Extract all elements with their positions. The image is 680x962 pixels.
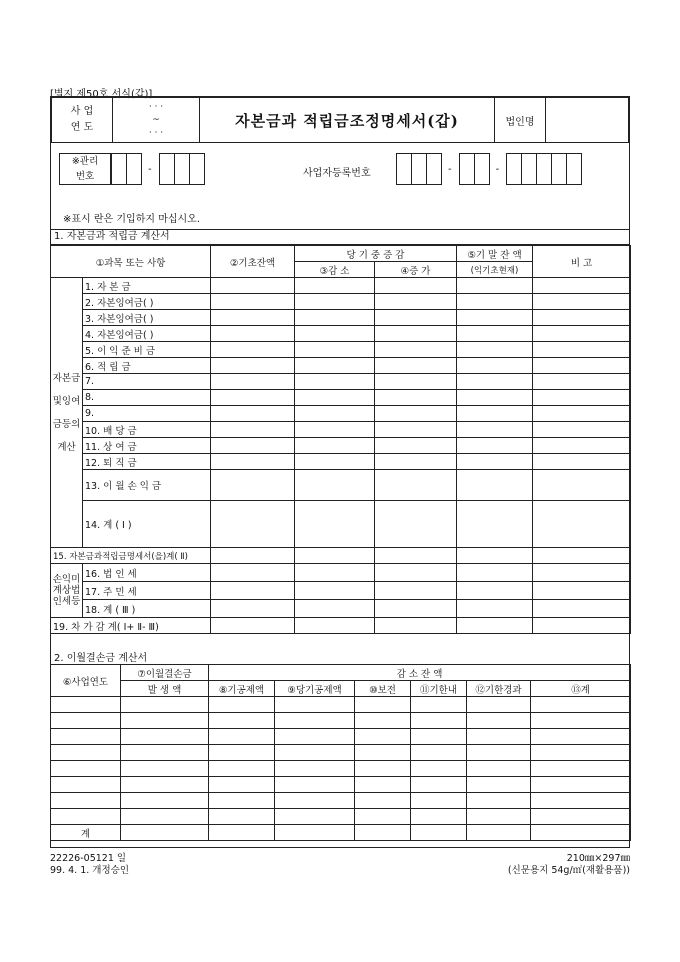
approval-date: 99. 4. 1. 개정승인 xyxy=(50,865,130,876)
cell[interactable] xyxy=(209,729,275,745)
cell[interactable] xyxy=(275,697,355,713)
cell[interactable] xyxy=(211,294,295,310)
col-11-header: ⑪기한내 xyxy=(411,681,467,697)
admin-section xyxy=(51,143,629,230)
row-label: 3. 자본잉여금( ) xyxy=(83,310,211,326)
biz-reg-box[interactable] xyxy=(536,153,552,185)
row-label: 11. 상 여 금 xyxy=(83,438,211,454)
row-label: 7. xyxy=(83,374,211,390)
cell[interactable] xyxy=(533,342,631,358)
cell[interactable] xyxy=(51,809,121,825)
cell[interactable] xyxy=(467,713,531,729)
section2-gap xyxy=(51,634,629,664)
col-8-header: ⑧기공제액 xyxy=(209,681,275,697)
cell[interactable] xyxy=(295,582,375,600)
cell[interactable] xyxy=(457,548,533,564)
cell[interactable] xyxy=(375,470,457,501)
cell[interactable] xyxy=(355,777,411,793)
cell[interactable] xyxy=(533,454,631,470)
cell[interactable] xyxy=(457,278,533,294)
col-end-header: ⑤기 말 잔 액 xyxy=(457,246,533,262)
cell[interactable] xyxy=(375,618,457,634)
cell[interactable] xyxy=(275,825,355,841)
biz-reg-box[interactable] xyxy=(566,153,582,185)
cell[interactable] xyxy=(211,582,295,600)
cell[interactable] xyxy=(209,809,275,825)
cell[interactable] xyxy=(457,438,533,454)
dash: - xyxy=(495,163,500,175)
cell[interactable] xyxy=(51,729,121,745)
cell[interactable] xyxy=(467,825,531,841)
cell[interactable] xyxy=(411,697,467,713)
cell[interactable] xyxy=(211,310,295,326)
cell[interactable] xyxy=(355,825,411,841)
cell[interactable] xyxy=(51,793,121,809)
cell[interactable] xyxy=(531,777,631,793)
cell[interactable] xyxy=(533,294,631,310)
cell[interactable] xyxy=(531,697,631,713)
cell[interactable] xyxy=(211,406,295,422)
cell[interactable] xyxy=(467,809,531,825)
cell[interactable] xyxy=(211,564,295,582)
cell[interactable] xyxy=(457,326,533,342)
cell[interactable] xyxy=(121,745,209,761)
cell[interactable] xyxy=(375,342,457,358)
row-label: 9. xyxy=(83,406,211,422)
cell[interactable] xyxy=(533,422,631,438)
col-end-sub-header: (익기초현재) xyxy=(457,262,533,278)
mgmt-box[interactable] xyxy=(111,153,127,185)
row-label: 2. 자본잉여금( ) xyxy=(83,294,211,310)
cell[interactable] xyxy=(355,793,411,809)
cell[interactable] xyxy=(211,600,295,618)
cell[interactable] xyxy=(295,358,375,374)
cell[interactable] xyxy=(467,761,531,777)
cell[interactable] xyxy=(209,761,275,777)
mgmt-box[interactable] xyxy=(174,153,190,185)
cell[interactable] xyxy=(375,564,457,582)
col-begin-header: ②기초잔액 xyxy=(211,246,295,278)
cell[interactable] xyxy=(457,358,533,374)
biz-reg-box[interactable] xyxy=(521,153,537,185)
mgmt-box[interactable] xyxy=(126,153,142,185)
cell[interactable] xyxy=(209,777,275,793)
cell[interactable] xyxy=(121,777,209,793)
cell[interactable] xyxy=(295,438,375,454)
cell[interactable] xyxy=(457,294,533,310)
cell[interactable] xyxy=(295,470,375,501)
cell[interactable] xyxy=(275,713,355,729)
cell[interactable] xyxy=(411,745,467,761)
cell[interactable] xyxy=(533,470,631,501)
row-label: 18. 계 ( Ⅲ ) xyxy=(83,600,211,618)
cell[interactable] xyxy=(355,809,411,825)
cell[interactable] xyxy=(211,548,295,564)
cell[interactable] xyxy=(375,600,457,618)
cell[interactable] xyxy=(411,713,467,729)
paper-spec: (신문용지 54g/㎡(재활용품)) xyxy=(507,865,630,876)
cell[interactable] xyxy=(211,501,295,548)
row-label: 16. 법 인 세 xyxy=(83,564,211,582)
cell[interactable] xyxy=(355,761,411,777)
cell[interactable] xyxy=(355,713,411,729)
cell[interactable] xyxy=(533,600,631,618)
cell[interactable] xyxy=(121,713,209,729)
cell[interactable] xyxy=(121,793,209,809)
cell[interactable] xyxy=(295,310,375,326)
form-frame xyxy=(50,96,630,848)
corp-name-label: 법인명 xyxy=(495,98,546,143)
cell[interactable] xyxy=(295,294,375,310)
row-label: 6. 적 립 금 xyxy=(83,358,211,374)
cell[interactable] xyxy=(533,390,631,406)
cell[interactable] xyxy=(533,310,631,326)
cell[interactable] xyxy=(531,825,631,841)
cell[interactable] xyxy=(533,618,631,634)
cell[interactable] xyxy=(295,422,375,438)
form-code: 22226-05121 일 xyxy=(50,853,127,864)
cell[interactable] xyxy=(411,825,467,841)
biz-reg-box[interactable] xyxy=(459,153,475,185)
cell[interactable] xyxy=(295,501,375,548)
biz-reg-box[interactable] xyxy=(506,153,522,185)
col-increase-header: ④증 가 xyxy=(375,262,457,278)
cell[interactable] xyxy=(121,825,209,841)
cell[interactable] xyxy=(295,326,375,342)
cell[interactable] xyxy=(533,438,631,454)
cell[interactable] xyxy=(121,809,209,825)
row-label-total-1: 14. 계 ( Ⅰ ) xyxy=(83,501,211,548)
row-label: 12. 퇴 직 금 xyxy=(83,454,211,470)
cell[interactable] xyxy=(375,438,457,454)
row-label: 8. xyxy=(83,390,211,406)
cell[interactable] xyxy=(457,374,533,390)
col-decrease-header: ③감 소 xyxy=(295,262,375,278)
cell[interactable] xyxy=(533,278,631,294)
col-loss-sub-header: 발 생 액 xyxy=(121,681,209,697)
cell[interactable] xyxy=(295,390,375,406)
cell[interactable] xyxy=(411,761,467,777)
cell[interactable] xyxy=(51,745,121,761)
cell[interactable] xyxy=(121,729,209,745)
cell[interactable] xyxy=(411,777,467,793)
cell[interactable] xyxy=(275,809,355,825)
cell[interactable] xyxy=(375,326,457,342)
dash: - xyxy=(448,163,452,175)
cell[interactable] xyxy=(375,374,457,390)
cell[interactable] xyxy=(375,501,457,548)
cell[interactable] xyxy=(375,406,457,422)
cell[interactable] xyxy=(457,618,533,634)
section2-title: 2. 이월결손금 계산서 xyxy=(54,653,148,664)
cell[interactable] xyxy=(51,713,121,729)
paper-size: 210㎜×297㎜ xyxy=(566,853,630,864)
group-label-capital: 자본금및잉여금등의계산 xyxy=(51,278,83,548)
notice-text: ※표시 란은 기입하지 마십시오. xyxy=(63,214,201,225)
total-row-label: 계 xyxy=(51,825,121,841)
cell[interactable] xyxy=(467,793,531,809)
cell[interactable] xyxy=(375,278,457,294)
mgmt-number-label: ※관리 번호 xyxy=(59,153,111,185)
cell[interactable] xyxy=(533,358,631,374)
col-item-header: ①과목 또는 사항 xyxy=(51,246,211,278)
cell[interactable] xyxy=(295,342,375,358)
cell[interactable] xyxy=(457,582,533,600)
corp-name-field[interactable] xyxy=(546,98,629,143)
group-label-tax: 손익미계상법인세등 xyxy=(51,564,83,618)
cell[interactable] xyxy=(295,278,375,294)
cell[interactable] xyxy=(533,501,631,548)
cell[interactable] xyxy=(209,793,275,809)
row-label: 1. 자 본 금 xyxy=(83,278,211,294)
cell[interactable] xyxy=(457,564,533,582)
cell[interactable] xyxy=(51,761,121,777)
cell[interactable] xyxy=(209,745,275,761)
form-label: [별지 제50호 서식(갑)] xyxy=(50,89,153,100)
cell[interactable] xyxy=(457,454,533,470)
cell[interactable] xyxy=(121,761,209,777)
cell[interactable] xyxy=(533,406,631,422)
cell[interactable] xyxy=(275,777,355,793)
cell[interactable] xyxy=(375,582,457,600)
mgmt-box[interactable] xyxy=(189,153,205,185)
cell[interactable] xyxy=(411,809,467,825)
cell[interactable] xyxy=(533,548,631,564)
cell[interactable] xyxy=(211,342,295,358)
cell[interactable] xyxy=(209,825,275,841)
cell[interactable] xyxy=(295,564,375,582)
cell[interactable] xyxy=(295,600,375,618)
cell[interactable] xyxy=(355,729,411,745)
cell[interactable] xyxy=(121,697,209,713)
business-year-field[interactable]: · · · ~ · · · xyxy=(113,98,200,143)
cell[interactable] xyxy=(533,564,631,582)
cell[interactable] xyxy=(531,745,631,761)
cell[interactable] xyxy=(467,777,531,793)
biz-reg-box[interactable] xyxy=(474,153,490,185)
cell[interactable] xyxy=(457,406,533,422)
cell[interactable] xyxy=(295,618,375,634)
cell[interactable] xyxy=(275,761,355,777)
dash: - xyxy=(148,163,152,175)
cell[interactable] xyxy=(355,697,411,713)
col-loss-header: ⑦이월결손금 xyxy=(121,665,209,681)
cell[interactable] xyxy=(467,697,531,713)
cell[interactable] xyxy=(209,713,275,729)
row-label: 10. 배 당 금 xyxy=(83,422,211,438)
cell[interactable] xyxy=(295,406,375,422)
cell[interactable] xyxy=(457,342,533,358)
cell[interactable] xyxy=(355,745,411,761)
cell[interactable] xyxy=(375,390,457,406)
cell[interactable] xyxy=(375,548,457,564)
section1-title: 1. 자본금과 적립금 계산서 xyxy=(51,230,629,245)
biz-reg-box[interactable] xyxy=(396,153,412,185)
cell[interactable] xyxy=(531,761,631,777)
biz-reg-label: 사업자등록번호 xyxy=(303,168,371,179)
header-table xyxy=(51,97,629,143)
cell[interactable] xyxy=(211,470,295,501)
cell[interactable] xyxy=(457,390,533,406)
col-13-header: ⑬계 xyxy=(531,681,631,697)
cell[interactable] xyxy=(211,326,295,342)
cell[interactable] xyxy=(375,358,457,374)
cell[interactable] xyxy=(275,793,355,809)
cell[interactable] xyxy=(375,454,457,470)
cell[interactable] xyxy=(295,548,375,564)
cell[interactable] xyxy=(375,310,457,326)
biz-reg-box[interactable] xyxy=(551,153,567,185)
cell[interactable] xyxy=(531,713,631,729)
cell[interactable] xyxy=(211,422,295,438)
cell[interactable] xyxy=(209,697,275,713)
cell[interactable] xyxy=(295,454,375,470)
cell[interactable] xyxy=(211,454,295,470)
row-label: 13. 이 월 손 익 금 xyxy=(83,470,211,501)
cell[interactable] xyxy=(533,582,631,600)
row-label-15: 15. 자본금과적립금명세서(을)계( Ⅱ) xyxy=(51,548,211,564)
cell[interactable] xyxy=(211,374,295,390)
col-remarks-header: 비 고 xyxy=(533,246,631,278)
cell[interactable] xyxy=(457,600,533,618)
form-title: 자본금과 적립금조정명세서(갑) xyxy=(200,98,495,143)
cell[interactable] xyxy=(467,745,531,761)
cell[interactable] xyxy=(375,422,457,438)
cell[interactable] xyxy=(51,777,121,793)
cell[interactable] xyxy=(411,793,467,809)
row-label: 5. 이 익 준 비 금 xyxy=(83,342,211,358)
cell[interactable] xyxy=(467,729,531,745)
col-year-header: ⑥사업연도 xyxy=(51,665,121,697)
col-9-header: ⑨당기공제액 xyxy=(275,681,355,697)
cell[interactable] xyxy=(211,358,295,374)
row-label: 17. 주 민 세 xyxy=(83,582,211,600)
cell[interactable] xyxy=(411,729,467,745)
col-10-header: ⑩보전 xyxy=(355,681,411,697)
cell[interactable] xyxy=(275,729,355,745)
cell[interactable] xyxy=(457,470,533,501)
cell[interactable] xyxy=(533,374,631,390)
cell[interactable] xyxy=(51,697,121,713)
col-balance-header: 감 소 잔 액 xyxy=(209,665,631,681)
cell[interactable] xyxy=(531,793,631,809)
cell[interactable] xyxy=(295,374,375,390)
capital-table xyxy=(50,245,631,634)
cell[interactable] xyxy=(457,422,533,438)
cell[interactable] xyxy=(211,278,295,294)
biz-reg-box[interactable] xyxy=(426,153,442,185)
biz-reg-box[interactable] xyxy=(411,153,427,185)
cell[interactable] xyxy=(533,326,631,342)
cell[interactable] xyxy=(275,745,355,761)
col-12-header: ⑫기한경과 xyxy=(467,681,531,697)
cell[interactable] xyxy=(457,310,533,326)
mgmt-box[interactable] xyxy=(159,153,175,185)
cell[interactable] xyxy=(211,390,295,406)
col-change-header: 당 기 중 증 감 xyxy=(295,246,457,262)
cell[interactable] xyxy=(457,501,533,548)
business-year-label: 사 업 연 도 xyxy=(52,98,113,143)
cell[interactable] xyxy=(375,294,457,310)
row-label: 4. 자본잉여금( ) xyxy=(83,326,211,342)
cell[interactable] xyxy=(211,618,295,634)
cell[interactable] xyxy=(211,438,295,454)
cell[interactable] xyxy=(531,729,631,745)
cell[interactable] xyxy=(531,809,631,825)
loss-table xyxy=(50,664,631,841)
row-label-19: 19. 차 가 감 계( Ⅰ+ Ⅱ- Ⅲ) xyxy=(51,618,211,634)
